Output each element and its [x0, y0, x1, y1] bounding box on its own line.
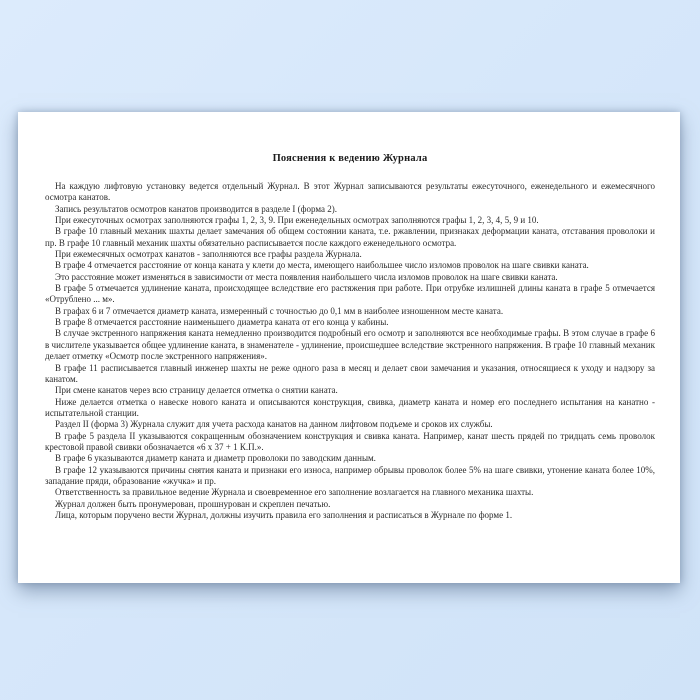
paragraph: В графе 6 указываются диаметр каната и диаметр проволоки по заводским данным. — [55, 453, 376, 464]
paragraph: Это расстояние может изменяться в зависимости от места появления наибольшего числа изломов проволок на шаге свивки каната. — [55, 271, 558, 282]
paragraph: В случае экстренного напряжения каната немедленно производится подробный его осмотр и заполняются все необходимые графы. В этом случае в графе 6 в числителе указывается общее удлинение каната, в знаменателе - удлинение, происшедшее вследствие экстренного напряжения. В графе 10 главный механик делает отметку «Осмотр после экстренного напряжения». — [45, 328, 655, 362]
paragraph: В графе 8 отмечается расстояние наименьшего диаметра каната от его конца у кабины. — [55, 317, 389, 328]
paragraph: В графе 10 главный механик шахты делает замечания об общем состоянии каната, т.е. ржавлении, признаках деформации каната, отставания проволоки и пр. В графе 10 главный механик шахты обязательно расписывается после каждого еженедельного осмотра. — [45, 226, 655, 248]
paragraph: Лица, которым поручено вести Журнал, должны изучить правила его заполнения и расписаться в Журнале по форме 1. — [55, 509, 513, 520]
paragraph: В графах 6 и 7 отмечается диаметр каната, измеренный с точностью до 0,1 мм в наиболее изношенном месте каната. — [55, 305, 504, 316]
paragraph: Раздел II (форма 3) Журнала служит для учета расхода канатов на данном лифтовом подъеме и сроков их службы. — [55, 419, 493, 430]
paragraph: В графе 4 отмечается расстояние от конца каната у клети до места, имеющего наибольшее число изломов проволок на шаге свивки каната. — [55, 260, 589, 271]
paragraph: При смене канатов через всю страницу делается отметка о снятии каната. — [55, 385, 338, 396]
paragraph: В графе 5 отмечается удлинение каната, происходящее вследствие его растяжения при работе. При отрубке излишней длины каната в графе 5 отмечается «Отрублено ... м». — [45, 283, 655, 305]
page-title: Пояснения к ведению Журнала — [272, 153, 428, 164]
paragraph: В графе 11 расписывается главный инженер шахты не реже одного раза в месяц и делает свои замечания и указания, относящиеся к уходу и надзору за канатом. — [45, 362, 655, 384]
document-page — [18, 112, 680, 583]
paragraph: При ежесуточных осмотрах заполняются графы 1, 2, 3, 9. При еженедельных осмотрах заполняются графы 1, 2, 3, 4, 5, 9 и 10. — [55, 215, 539, 226]
paragraph: На каждую лифтовую установку ведется отдельный Журнал. В этот Журнал записываются результаты ежесуточного, еженедельного и ежемесячного осмотра канатов. — [45, 181, 655, 203]
paragraph: Запись результатов осмотров канатов производится в разделе I (форма 2). — [55, 203, 337, 214]
document-body — [45, 181, 655, 521]
paragraph: В графе 5 раздела II указываются сокращенным обозначением конструкция и свивка каната. Например, канат шесть прядей по тридцать семь проволок крестовой правой свивки обозначается «6 х 37 + 1 К.П.». — [45, 430, 655, 452]
paragraph: Журнал должен быть пронумерован, прошнурован и скреплен печатью. — [55, 498, 331, 509]
paragraph: В графе 12 указываются причины снятия каната и признаки его износа, например обрывы проволок более 5% на шаге свивки, утонение каната более 10%, западание пряди, образование «жучка» и пр. — [45, 464, 655, 486]
paragraph: Ниже делается отметка о навеске нового каната и описываются конструкция, свивка, диаметр каната и номер его последнего испытания на канатно - испытательной станции. — [45, 396, 655, 418]
paragraph: При ежемесячных осмотрах канатов - заполняются все графы раздела Журнала. — [55, 249, 362, 260]
paragraph: Ответственность за правильное ведение Журнала и своевременное его заполнение возлагается на главного механика шахты. — [55, 487, 534, 498]
